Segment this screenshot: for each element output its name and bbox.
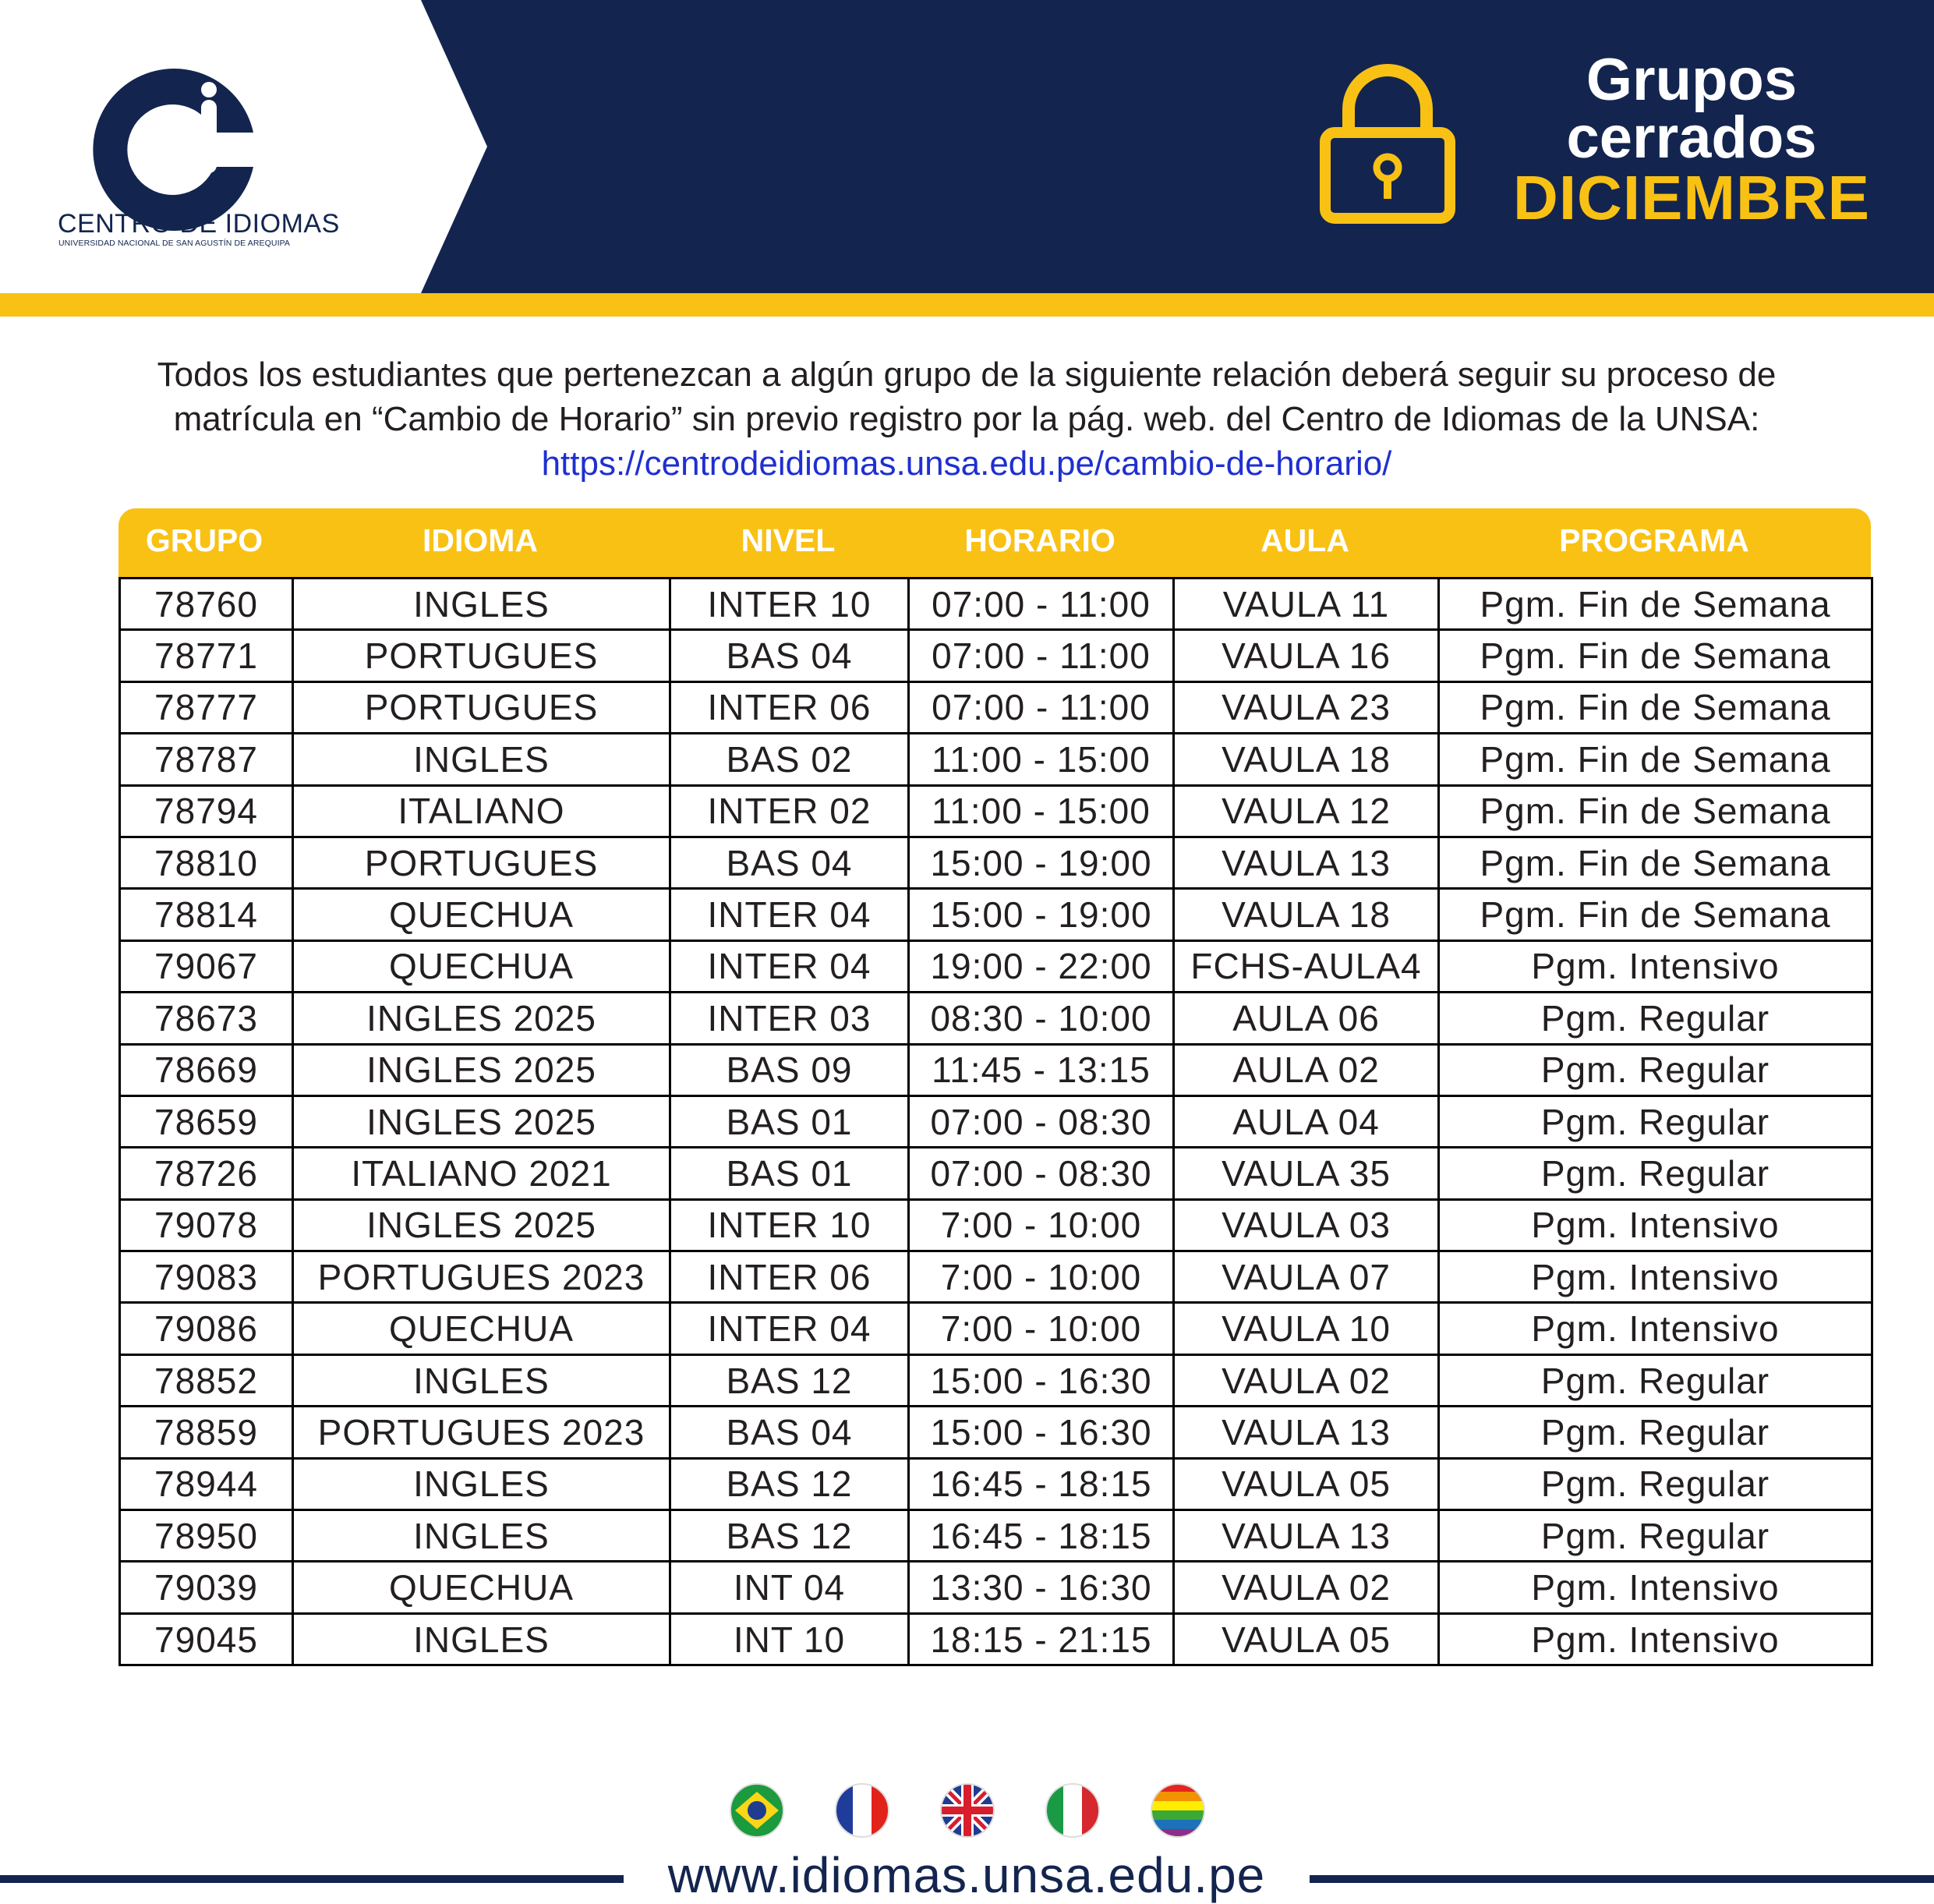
grupo-cell: 78859 bbox=[120, 1407, 293, 1458]
table-row bbox=[120, 1303, 1872, 1354]
banner-title-line-2: cerrados bbox=[1566, 104, 1817, 171]
idioma-cell: PORTUGUES bbox=[293, 837, 670, 888]
idioma-cell: ITALIANO bbox=[293, 785, 670, 837]
idioma-cell: INGLES bbox=[293, 1354, 670, 1406]
horario-cell: 18:15 - 21:15 bbox=[909, 1613, 1174, 1665]
table-row bbox=[120, 579, 1872, 630]
nivel-cell: INTER 10 bbox=[670, 579, 909, 630]
aula-cell: VAULA 07 bbox=[1174, 1251, 1439, 1303]
horario-cell: 7:00 - 10:00 bbox=[909, 1199, 1174, 1251]
horario-cell: 19:00 - 22:00 bbox=[909, 940, 1174, 992]
nivel-cell: INTER 04 bbox=[670, 1303, 909, 1354]
programa-cell: Pgm. Fin de Semana bbox=[1439, 630, 1872, 681]
horario-cell: 16:45 - 18:15 bbox=[909, 1510, 1174, 1562]
brazil-flag-icon bbox=[729, 1782, 785, 1839]
idioma-cell: QUECHUA bbox=[293, 889, 670, 940]
nivel-cell: BAS 01 bbox=[670, 1148, 909, 1199]
programa-cell: Pgm. Regular bbox=[1439, 1510, 1872, 1562]
column-header-idioma: IDIOMA bbox=[422, 522, 539, 558]
horario-cell: 07:00 - 08:30 bbox=[909, 1095, 1174, 1147]
programa-cell: Pgm. Intensivo bbox=[1439, 1303, 1872, 1354]
programa-cell: Pgm. Intensivo bbox=[1439, 1562, 1872, 1613]
horario-cell: 7:00 - 10:00 bbox=[909, 1303, 1174, 1354]
grupo-cell: 79067 bbox=[120, 940, 293, 992]
idioma-cell: INGLES 2025 bbox=[293, 1044, 670, 1095]
nivel-cell: BAS 09 bbox=[670, 1044, 909, 1095]
column-header-nivel: NIVEL bbox=[741, 522, 836, 558]
programa-cell: Pgm. Intensivo bbox=[1439, 940, 1872, 992]
header-gold-bar bbox=[0, 293, 1934, 317]
nivel-cell: BAS 04 bbox=[670, 837, 909, 888]
programa-cell: Pgm. Intensivo bbox=[1439, 1251, 1872, 1303]
banner-title bbox=[1504, 47, 1879, 232]
aula-cell: VAULA 02 bbox=[1174, 1562, 1439, 1613]
table-row bbox=[120, 734, 1872, 785]
grupo-cell: 78852 bbox=[120, 1354, 293, 1406]
grupo-cell: 78659 bbox=[120, 1095, 293, 1147]
nivel-cell: BAS 12 bbox=[670, 1354, 909, 1406]
nivel-cell: INTER 02 bbox=[670, 785, 909, 837]
horario-cell: 15:00 - 19:00 bbox=[909, 837, 1174, 888]
idioma-cell: INGLES bbox=[293, 1613, 670, 1665]
column-header-aula: AULA bbox=[1260, 522, 1349, 558]
programa-cell: Pgm. Fin de Semana bbox=[1439, 889, 1872, 940]
france-flag-icon bbox=[834, 1782, 890, 1839]
idioma-cell: PORTUGUES 2023 bbox=[293, 1251, 670, 1303]
logo-subtitle: UNIVERSIDAD NACIONAL DE SAN AGUSTÍN DE AREQUIPA bbox=[58, 239, 291, 248]
aula-cell: VAULA 05 bbox=[1174, 1613, 1439, 1665]
horario-cell: 07:00 - 11:00 bbox=[909, 681, 1174, 733]
cambio-de-horario-link[interactable]: https://centrodeidiomas.unsa.edu.pe/cambio-de-horario/ bbox=[541, 444, 1392, 483]
italy-flag-icon bbox=[1045, 1782, 1101, 1839]
horario-cell: 11:45 - 13:15 bbox=[909, 1044, 1174, 1095]
aula-cell: VAULA 13 bbox=[1174, 837, 1439, 888]
table-row bbox=[120, 1148, 1872, 1199]
horario-cell: 15:00 - 16:30 bbox=[909, 1407, 1174, 1458]
idioma-cell: INGLES 2025 bbox=[293, 1095, 670, 1147]
programa-cell: Pgm. Intensivo bbox=[1439, 1199, 1872, 1251]
horario-cell: 07:00 - 11:00 bbox=[909, 579, 1174, 630]
aula-cell: VAULA 18 bbox=[1174, 889, 1439, 940]
nivel-cell: BAS 12 bbox=[670, 1510, 909, 1562]
aula-cell: VAULA 02 bbox=[1174, 1354, 1439, 1406]
programa-cell: Pgm. Fin de Semana bbox=[1439, 785, 1872, 837]
nivel-cell: INTER 04 bbox=[670, 889, 909, 940]
grupo-cell: 78726 bbox=[120, 1148, 293, 1199]
logo-name: CENTRO DE IDIOMAS bbox=[58, 209, 340, 239]
nivel-cell: BAS 02 bbox=[670, 734, 909, 785]
grupo-cell: 78950 bbox=[120, 1510, 293, 1562]
idioma-cell: INGLES bbox=[293, 1510, 670, 1562]
grupo-cell: 78814 bbox=[120, 889, 293, 940]
horario-cell: 07:00 - 11:00 bbox=[909, 630, 1174, 681]
table-row bbox=[120, 993, 1872, 1044]
horario-cell: 13:30 - 16:30 bbox=[909, 1562, 1174, 1613]
programa-cell: Pgm. Regular bbox=[1439, 1354, 1872, 1406]
column-header-grupo: GRUPO bbox=[145, 522, 263, 558]
rainbow-flag-icon bbox=[1150, 1782, 1206, 1839]
aula-cell: VAULA 13 bbox=[1174, 1510, 1439, 1562]
programa-cell: Pgm. Intensivo bbox=[1439, 1613, 1872, 1665]
lock-icon bbox=[1317, 62, 1458, 226]
grupo-cell: 78794 bbox=[120, 785, 293, 837]
programa-cell: Pgm. Regular bbox=[1439, 1148, 1872, 1199]
table-row bbox=[120, 1251, 1872, 1303]
intro-paragraph bbox=[117, 352, 1816, 486]
idioma-cell: INGLES bbox=[293, 1458, 670, 1509]
programa-cell: Pgm. Regular bbox=[1439, 993, 1872, 1044]
grupo-cell: 78944 bbox=[120, 1458, 293, 1509]
horario-cell: 07:00 - 08:30 bbox=[909, 1148, 1174, 1199]
table-body bbox=[120, 579, 1872, 1665]
table-row bbox=[120, 1458, 1872, 1509]
horario-cell: 08:30 - 10:00 bbox=[909, 993, 1174, 1044]
nivel-cell: INTER 03 bbox=[670, 993, 909, 1044]
table-row bbox=[120, 1613, 1872, 1665]
grupo-cell: 78810 bbox=[120, 837, 293, 888]
grupo-cell: 79083 bbox=[120, 1251, 293, 1303]
table-row bbox=[120, 630, 1872, 681]
table-row bbox=[120, 1510, 1872, 1562]
grupo-cell: 78777 bbox=[120, 681, 293, 733]
programa-cell: Pgm. Regular bbox=[1439, 1044, 1872, 1095]
aula-cell: AULA 02 bbox=[1174, 1044, 1439, 1095]
grupo-cell: 78673 bbox=[120, 993, 293, 1044]
nivel-cell: BAS 12 bbox=[670, 1458, 909, 1509]
horario-cell: 15:00 - 19:00 bbox=[909, 889, 1174, 940]
programa-cell: Pgm. Regular bbox=[1439, 1095, 1872, 1147]
table-header-row bbox=[118, 508, 1871, 577]
programa-cell: Pgm. Fin de Semana bbox=[1439, 734, 1872, 785]
idioma-cell: QUECHUA bbox=[293, 940, 670, 992]
aula-cell: VAULA 05 bbox=[1174, 1458, 1439, 1509]
aula-cell: VAULA 12 bbox=[1174, 785, 1439, 837]
grupo-cell: 78669 bbox=[120, 1044, 293, 1095]
uk-flag-icon bbox=[939, 1782, 995, 1839]
nivel-cell: INTER 06 bbox=[670, 681, 909, 733]
horario-cell: 7:00 - 10:00 bbox=[909, 1251, 1174, 1303]
aula-cell: FCHS-AULA4 bbox=[1174, 940, 1439, 992]
idioma-cell: QUECHUA bbox=[293, 1562, 670, 1613]
table-row bbox=[120, 785, 1872, 837]
nivel-cell: INT 04 bbox=[670, 1562, 909, 1613]
aula-cell: VAULA 18 bbox=[1174, 734, 1439, 785]
programa-cell: Pgm. Fin de Semana bbox=[1439, 837, 1872, 888]
column-header-horario: HORARIO bbox=[964, 522, 1115, 558]
programa-cell: Pgm. Regular bbox=[1439, 1407, 1872, 1458]
column-header-programa: PROGRAMA bbox=[1559, 522, 1749, 558]
nivel-cell: BAS 04 bbox=[670, 630, 909, 681]
nivel-cell: INTER 10 bbox=[670, 1199, 909, 1251]
aula-cell: VAULA 16 bbox=[1174, 630, 1439, 681]
nivel-cell: BAS 04 bbox=[670, 1407, 909, 1458]
table-row bbox=[120, 1044, 1872, 1095]
idioma-cell: QUECHUA bbox=[293, 1303, 670, 1354]
grupo-cell: 79078 bbox=[120, 1199, 293, 1251]
nivel-cell: BAS 01 bbox=[670, 1095, 909, 1147]
table-row bbox=[120, 1095, 1872, 1147]
idioma-cell: PORTUGUES bbox=[293, 630, 670, 681]
nivel-cell: INT 10 bbox=[670, 1613, 909, 1665]
aula-cell: VAULA 35 bbox=[1174, 1148, 1439, 1199]
closed-groups-table bbox=[118, 577, 1873, 1666]
idioma-cell: PORTUGUES 2023 bbox=[293, 1407, 670, 1458]
aula-cell: AULA 06 bbox=[1174, 993, 1439, 1044]
aula-cell: VAULA 23 bbox=[1174, 681, 1439, 733]
horario-cell: 15:00 - 16:30 bbox=[909, 1354, 1174, 1406]
table-row bbox=[120, 940, 1872, 992]
aula-cell: VAULA 11 bbox=[1174, 579, 1439, 630]
nivel-cell: INTER 06 bbox=[670, 1251, 909, 1303]
idioma-cell: INGLES 2025 bbox=[293, 1199, 670, 1251]
horario-cell: 11:00 - 15:00 bbox=[909, 785, 1174, 837]
idioma-cell: ITALIANO 2021 bbox=[293, 1148, 670, 1199]
programa-cell: Pgm. Fin de Semana bbox=[1439, 579, 1872, 630]
programa-cell: Pgm. Regular bbox=[1439, 1458, 1872, 1509]
table-row bbox=[120, 1354, 1872, 1406]
footer-line-right bbox=[1310, 1875, 1934, 1883]
idioma-cell: PORTUGUES bbox=[293, 681, 670, 733]
grupo-cell: 78787 bbox=[120, 734, 293, 785]
table-row bbox=[120, 681, 1872, 733]
banner-title-month: DICIEMBRE bbox=[1513, 163, 1870, 232]
idioma-cell: INGLES bbox=[293, 579, 670, 630]
horario-cell: 11:00 - 15:00 bbox=[909, 734, 1174, 785]
idioma-cell: INGLES bbox=[293, 734, 670, 785]
nivel-cell: INTER 04 bbox=[670, 940, 909, 992]
banner-title-line-1: Grupos bbox=[1586, 47, 1798, 113]
grupo-cell: 79039 bbox=[120, 1562, 293, 1613]
table-row bbox=[120, 1562, 1872, 1613]
grupo-cell: 78771 bbox=[120, 630, 293, 681]
language-flags bbox=[729, 1782, 1212, 1845]
website-link[interactable]: www.idiomas.unsa.edu.pe bbox=[667, 1847, 1266, 1903]
aula-cell: VAULA 10 bbox=[1174, 1303, 1439, 1354]
table-row bbox=[120, 1199, 1872, 1251]
table-row bbox=[120, 889, 1872, 940]
aula-cell: VAULA 13 bbox=[1174, 1407, 1439, 1458]
grupo-cell: 79086 bbox=[120, 1303, 293, 1354]
programa-cell: Pgm. Fin de Semana bbox=[1439, 681, 1872, 733]
horario-cell: 16:45 - 18:15 bbox=[909, 1458, 1174, 1509]
grupo-cell: 79045 bbox=[120, 1613, 293, 1665]
grupo-cell: 78760 bbox=[120, 579, 293, 630]
aula-cell: VAULA 03 bbox=[1174, 1199, 1439, 1251]
footer-line-left bbox=[0, 1875, 624, 1883]
idioma-cell: INGLES 2025 bbox=[293, 993, 670, 1044]
aula-cell: AULA 04 bbox=[1174, 1095, 1439, 1147]
table-row bbox=[120, 837, 1872, 888]
intro-text: Todos los estudiantes que pertenezcan a algún grupo de la siguiente relación deberá seguir su proceso de matrícula en “Cambio de Horario” sin previo registro por la pág. web. del Centro de Idiomas de la UNSA: bbox=[157, 356, 1777, 438]
table-row bbox=[120, 1407, 1872, 1458]
